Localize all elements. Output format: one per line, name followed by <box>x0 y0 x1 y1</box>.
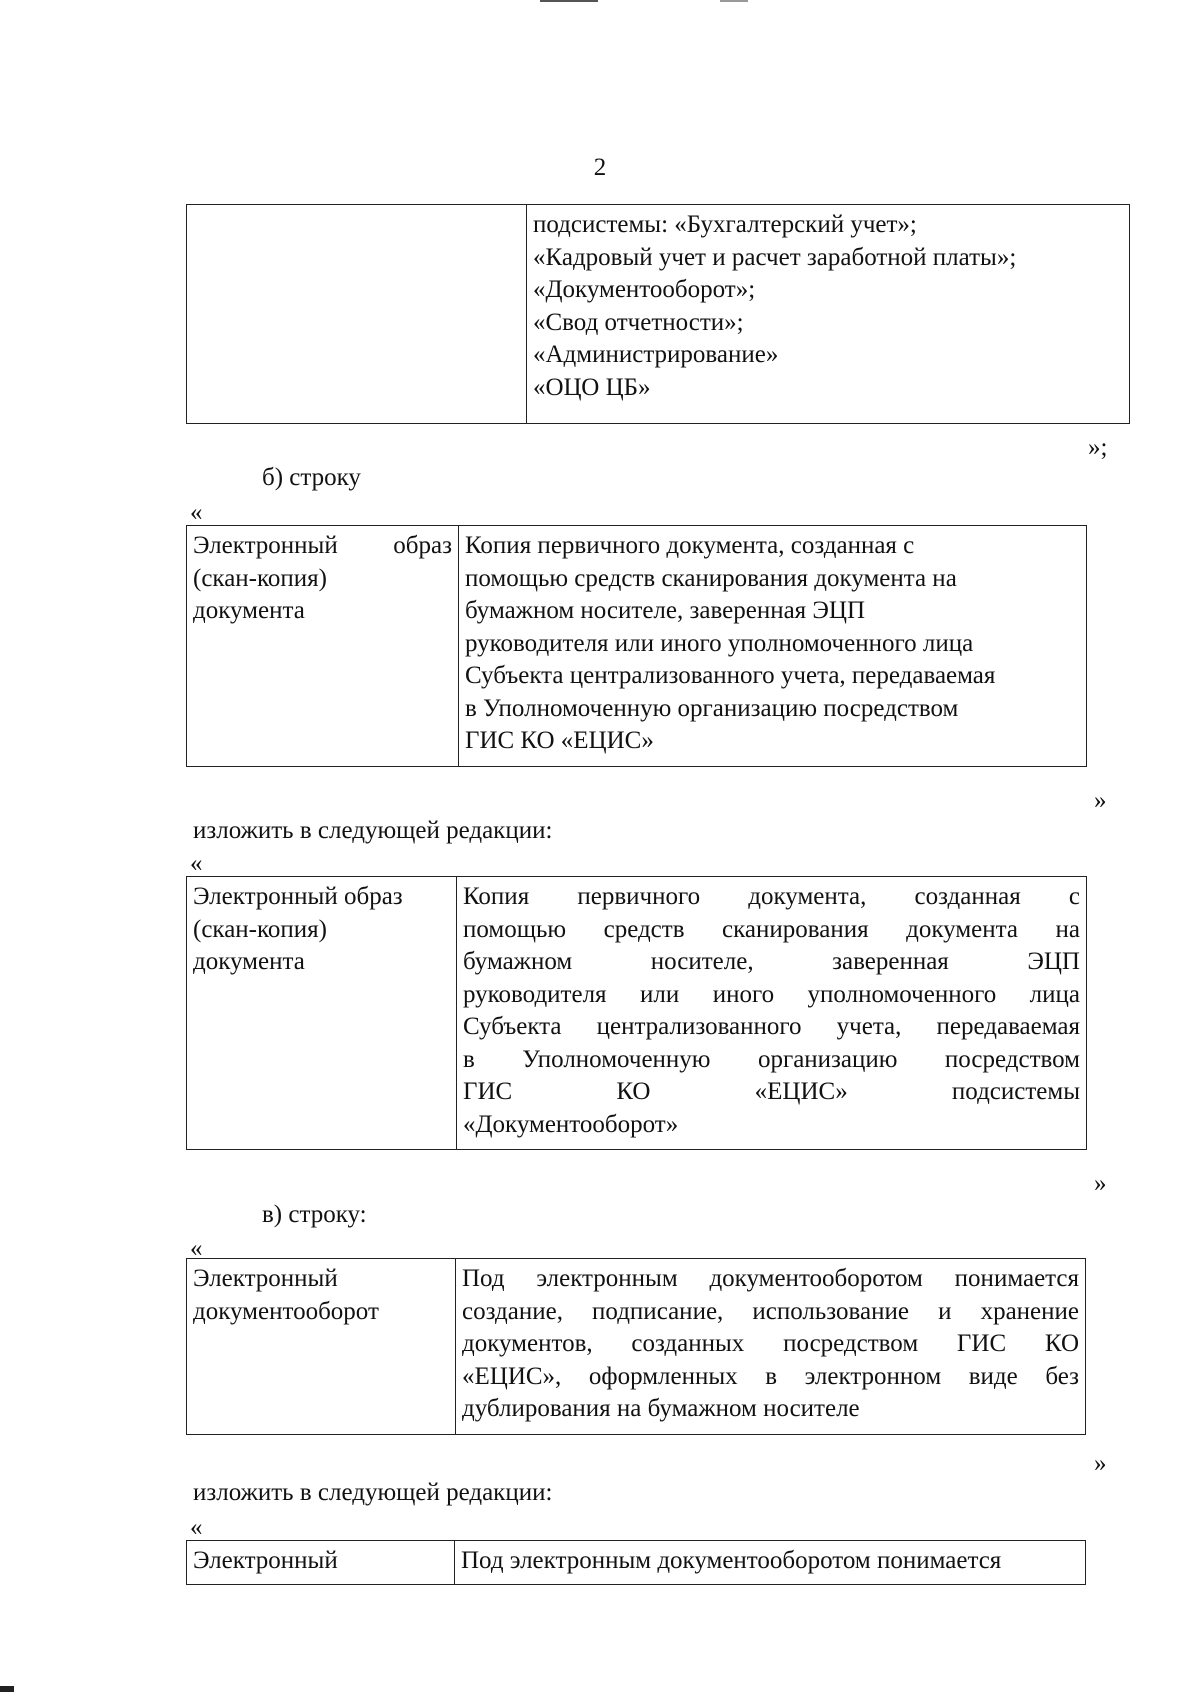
text-line: «Кадровый учет и расчет заработной платы»; <box>533 243 1017 271</box>
text-line: документооборот <box>193 1297 379 1325</box>
open-quote: « <box>190 1235 203 1262</box>
old-row-table <box>186 525 1087 767</box>
text-line: (скан-копия) <box>193 915 327 943</box>
edit-label: изложить в следующей редакции: <box>193 1479 553 1506</box>
table-row <box>187 877 1087 1150</box>
definition-cell <box>457 877 1087 1150</box>
text-line: Электронный <box>193 1547 338 1574</box>
term-cell <box>187 1541 455 1585</box>
text-line: документа <box>193 597 305 624</box>
text-line: бумажном носителе, заверенная ЭЦП <box>465 597 866 624</box>
open-quote: « <box>190 850 203 877</box>
table-row <box>187 1259 1086 1435</box>
text-line: «Администрирование» <box>533 341 779 368</box>
page-number: 2 <box>593 154 607 181</box>
close-quote: » <box>1094 1170 1107 1197</box>
term-cell <box>187 877 457 1150</box>
scan-edge-mark <box>0 1686 14 1692</box>
closing-quote: »; <box>1088 434 1108 461</box>
definition-cell <box>456 1259 1086 1435</box>
table-row <box>187 526 1087 767</box>
text-line: дублирования на бумажном носителе <box>462 1395 860 1422</box>
text-line: документа <box>193 948 305 975</box>
text-line: создание, подписание, использование и хранение <box>462 1297 1079 1325</box>
continuation-table <box>186 204 1130 424</box>
close-quote: » <box>1094 787 1107 814</box>
new-row-table <box>186 876 1087 1150</box>
table-row <box>187 1541 1086 1585</box>
text-line: помощью средств сканирования документа на <box>463 915 1080 943</box>
open-quote: « <box>190 499 203 526</box>
section-heading: в) строку: <box>262 1201 367 1228</box>
text-line: Электронный образ <box>193 883 403 910</box>
text-line: Под электронным документооборотом понимается <box>462 1265 1079 1292</box>
text-line: руководителя или иного уполномоченного лица <box>465 629 974 657</box>
close-quote: » <box>1094 1450 1107 1477</box>
new-row-table <box>186 1540 1086 1585</box>
text-line: (скан-копия) <box>193 564 327 592</box>
text-line: ГИС КО «ЕЦИС» <box>465 727 654 754</box>
edit-label: изложить в следующей редакции: <box>193 817 553 844</box>
text-line: в Уполномоченную организацию посредством <box>465 694 959 722</box>
text-line: ГИС КО «ЕЦИС» подсистемы <box>463 1078 1080 1105</box>
table-row <box>187 205 1130 424</box>
scan-artifact <box>720 0 748 2</box>
text-line: Электронный <box>193 1265 338 1292</box>
text-line: Субъекта централизованного учета, передаваемая <box>465 662 996 689</box>
text-line: «Документооборот»; <box>533 276 756 303</box>
text-line: «Свод отчетности»; <box>533 308 744 336</box>
old-row-table <box>186 1258 1086 1435</box>
text-line: Копия первичного документа, созданная с <box>463 883 1080 910</box>
definition-cell <box>455 1541 1086 1585</box>
text-line: Электронный образ <box>193 532 452 559</box>
text-line: документов, созданных посредством ГИС КО <box>462 1330 1079 1357</box>
text-line: «ЕЦИС», оформленных в электронном виде без <box>462 1362 1079 1390</box>
definition-cell <box>459 526 1087 767</box>
text-line: в Уполномоченную организацию посредством <box>463 1045 1080 1073</box>
open-quote: « <box>190 1514 203 1541</box>
definition-cell <box>527 205 1130 424</box>
text-line: Копия первичного документа, созданная с <box>465 532 915 559</box>
text-line: помощью средств сканирования документа на <box>465 564 957 592</box>
term-cell <box>187 526 459 767</box>
text-line: «ОЦО ЦБ» <box>533 373 651 401</box>
text-line: Субъекта централизованного учета, передаваемая <box>463 1013 1080 1040</box>
scan-artifact <box>540 0 598 2</box>
text-line: руководителя или иного уполномоченного лица <box>463 980 1080 1008</box>
text-line: бумажном носителе, заверенная ЭЦП <box>463 948 1080 975</box>
text-line: подсистемы: «Бухгалтерский учет»; <box>533 211 917 238</box>
term-cell <box>187 205 527 424</box>
section-heading: б) строку <box>262 464 361 491</box>
text-line: Под электронным документооборотом понимается <box>461 1547 1002 1574</box>
text-line: «Документооборот» <box>463 1110 679 1138</box>
term-cell <box>187 1259 456 1435</box>
